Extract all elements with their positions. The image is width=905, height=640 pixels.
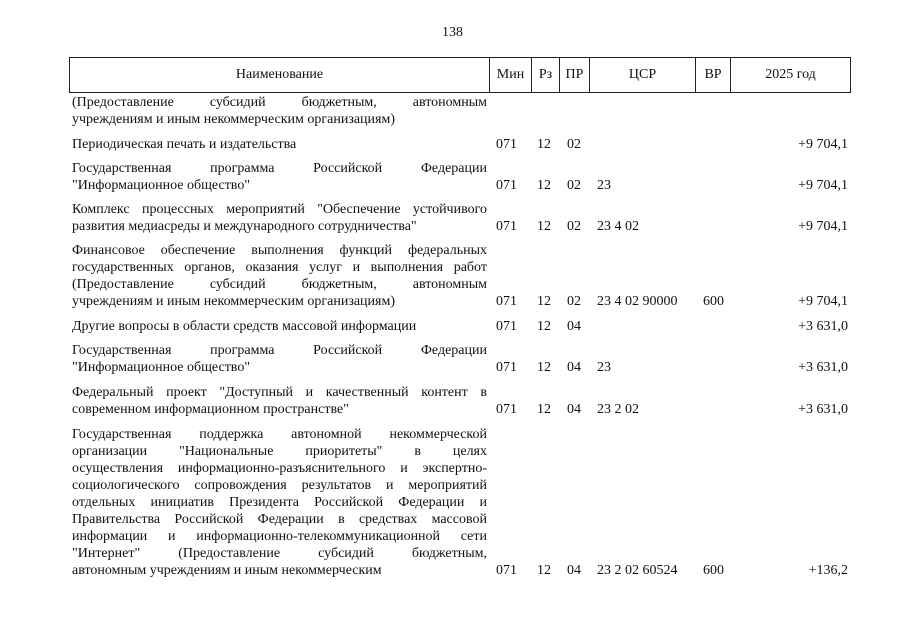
row-rz: 12 <box>537 563 551 578</box>
header-csr: ЦСР <box>590 58 696 92</box>
row-vr: 600 <box>703 563 724 578</box>
row-sum: +136,2 <box>808 563 848 578</box>
row-min: 071 <box>496 319 517 334</box>
row-min: 071 <box>496 402 517 417</box>
row-pr: 02 <box>567 294 581 309</box>
row-sum: +3 631,0 <box>798 360 848 375</box>
row-name-line: информации и информационно-телекоммуникационной сети <box>72 529 487 544</box>
row-csr: 23 <box>597 360 611 375</box>
row-name-line: (Предоставление субсидий бюджетным, автономным <box>72 95 487 110</box>
row-name-line: (Предоставление субсидий бюджетным, автономным <box>72 277 487 292</box>
table-header <box>69 57 851 93</box>
row-name-line: учреждениям и иным некоммерческим организациям) <box>72 112 396 127</box>
row-min: 071 <box>496 137 517 152</box>
row-name <box>72 242 487 310</box>
row-csr: 23 4 02 90000 <box>597 294 678 309</box>
row-name-line: отдельных инициатив Президента Российской Федерации и <box>72 495 487 510</box>
row-name <box>72 201 487 235</box>
row-name <box>72 318 487 335</box>
row-name <box>72 342 487 376</box>
row-name-line: Федеральный проект "Доступный и качественный контент в <box>72 385 487 400</box>
row-name-line: "Интернет" (Предоставление субсидий бюджетным, <box>72 546 487 561</box>
row-name-line: Государственная программа Российской Федерации <box>72 161 487 176</box>
header-year: 2025 год <box>765 67 816 82</box>
row-name-line: государственных органов, оказания услуг и выполнения работ <box>72 260 487 275</box>
row-name <box>72 136 487 153</box>
row-name-line: Финансовое обеспечение выполнения функций федеральных <box>72 243 487 258</box>
row-sum: +3 631,0 <box>798 402 848 417</box>
header-name: Наименование <box>70 58 490 92</box>
row-name-line: Правительства Российской Федерации в средствах массовой <box>72 512 487 527</box>
page-number: 138 <box>442 25 463 40</box>
row-name-line: современном информационном пространстве" <box>72 402 349 417</box>
row-rz: 12 <box>537 402 551 417</box>
row-sum: +3 631,0 <box>798 319 848 334</box>
row-min: 071 <box>496 360 517 375</box>
row-name <box>72 426 487 579</box>
row-rz: 12 <box>537 178 551 193</box>
row-rz: 12 <box>537 294 551 309</box>
row-rz: 12 <box>537 137 551 152</box>
row-csr: 23 2 02 60524 <box>597 563 678 578</box>
row-name-line: Комплекс процессных мероприятий "Обеспечение устойчивого <box>72 202 487 217</box>
row-pr: 04 <box>567 319 581 334</box>
row-pr: 04 <box>567 563 581 578</box>
row-csr: 23 4 02 <box>597 219 639 234</box>
row-rz: 12 <box>537 360 551 375</box>
header-vr: ВР <box>696 58 731 92</box>
row-min: 071 <box>496 178 517 193</box>
row-min: 071 <box>496 219 517 234</box>
row-csr: 23 <box>597 178 611 193</box>
row-name-line: "Информационное общество" <box>72 360 251 375</box>
row-min: 071 <box>496 294 517 309</box>
row-sum: +9 704,1 <box>798 178 848 193</box>
row-sum: +9 704,1 <box>798 219 848 234</box>
row-name-line: организации "Национальные приоритеты" в целях <box>72 444 487 459</box>
row-csr: 23 2 02 <box>597 402 639 417</box>
row-pr: 02 <box>567 219 581 234</box>
header-pr: ПР <box>560 58 590 92</box>
row-pr: 04 <box>567 360 581 375</box>
row-name-line: Периодическая печать и издательства <box>72 137 297 152</box>
row-vr: 600 <box>703 294 724 309</box>
row-name <box>72 384 487 418</box>
row-name-line: учреждениям и иным некоммерческим организациям) <box>72 294 396 309</box>
row-name-line: осуществления информационно-разъяснительного и экспертно- <box>72 461 487 476</box>
row-pr: 02 <box>567 137 581 152</box>
row-min: 071 <box>496 563 517 578</box>
row-name-line: Государственная поддержка автономной некоммерческой <box>72 427 487 442</box>
header-rz: Рз <box>532 58 560 92</box>
row-rz: 12 <box>537 319 551 334</box>
row-name <box>72 160 487 194</box>
header-min: Мин <box>490 58 532 92</box>
row-name-line: Другие вопросы в области средств массовой информации <box>72 319 417 334</box>
row-name-line: "Информационное общество" <box>72 178 251 193</box>
row-name-line: Государственная программа Российской Федерации <box>72 343 487 358</box>
row-rz: 12 <box>537 219 551 234</box>
row-name-line: автономным учреждениям и иным некоммерческим <box>72 563 382 578</box>
row-sum: +9 704,1 <box>798 294 848 309</box>
row-name-line: развития медиасреды и международного сотрудничества" <box>72 219 417 234</box>
row-name <box>72 94 487 128</box>
row-pr: 04 <box>567 402 581 417</box>
row-name-line: социологического сопровождения результатов и мероприятий <box>72 478 487 493</box>
row-sum: +9 704,1 <box>798 137 848 152</box>
row-pr: 02 <box>567 178 581 193</box>
